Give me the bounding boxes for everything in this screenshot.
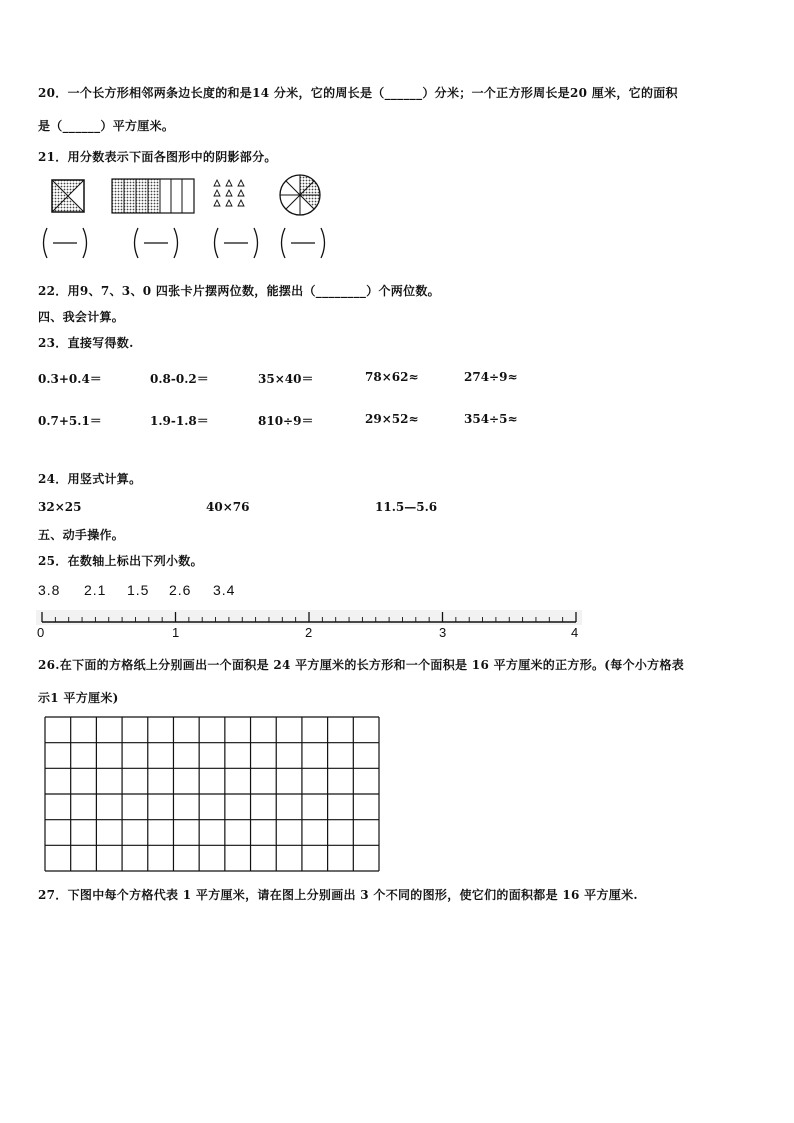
- section5-title: 五、动手操作。: [38, 528, 125, 542]
- grid-paper: [44, 716, 380, 872]
- answer-bracket-1: [40, 226, 90, 260]
- decimal-item: 2.1: [84, 582, 107, 598]
- axis-label: 3: [439, 625, 447, 640]
- decimal-item: 2.6: [169, 582, 192, 598]
- q25-title: 25．在数轴上标出下列小数。: [38, 554, 203, 568]
- decimal-item: 3.4: [213, 582, 236, 598]
- calc-item: 0.7+5.1＝: [38, 414, 102, 428]
- q26-line1: 26.在下面的方格纸上分别画出一个面积是 24 平方厘米的长方形和一个面积是 16 平方厘米的正方形。(每个小方格表: [38, 658, 685, 672]
- q22-text: 22．用9、7、3、0 四张卡片摆两位数，能摆出（________）个两位数。: [38, 284, 440, 298]
- q24-title: 24．用竖式计算。: [38, 472, 142, 486]
- vertical-calc-item: 11.5—5.6: [375, 500, 438, 514]
- q20-line2: 是（______）平方厘米。: [38, 119, 175, 133]
- decimal-item: 3.8: [38, 582, 61, 598]
- calc-item: 35×40＝: [258, 372, 314, 386]
- q26-line2: 示1 平方厘米): [38, 691, 119, 705]
- figure-square-diagonals: [51, 179, 85, 213]
- figure-circle-sectors: [278, 173, 322, 217]
- calc-item: 29×52≈: [365, 412, 419, 426]
- vertical-calc-item: 40×76: [206, 500, 250, 514]
- calc-item: 1.9-1.8＝: [150, 414, 209, 428]
- calc-item: 78×62≈: [365, 370, 419, 384]
- section4-title: 四、我会计算。: [38, 310, 125, 324]
- answer-bracket-2: [131, 226, 181, 260]
- calc-item: 354÷5≈: [464, 412, 518, 426]
- calc-item: 0.3+0.4＝: [38, 372, 102, 386]
- answer-bracket-4: [278, 226, 328, 260]
- calc-item: 810÷9＝: [258, 414, 314, 428]
- figure-strips: [111, 178, 195, 214]
- answer-bracket-3: [211, 226, 261, 260]
- q21-title: 21．用分数表示下面各图形中的阴影部分。: [38, 150, 277, 164]
- calc-item: 274÷9≈: [464, 370, 518, 384]
- q27-text: 27．下图中每个方格代表 1 平方厘米，请在图上分别画出 3 个不同的图形，使它们的面积都是 16 平方厘米.: [38, 888, 638, 902]
- q23-title: 23．直接写得数.: [38, 336, 134, 350]
- vertical-calc-item: 32×25: [38, 500, 82, 514]
- axis-label: 2: [305, 625, 313, 640]
- decimal-item: 1.5: [127, 582, 150, 598]
- figure-triangles: [213, 178, 253, 208]
- axis-label: 1: [172, 625, 180, 640]
- axis-label: 0: [37, 625, 45, 640]
- axis-label: 4: [571, 625, 579, 640]
- q20-line1: 20．一个长方形相邻两条边长度的和是14 分米，它的周长是（______）分米；一个正方形周长是20 厘米，它的面积: [38, 86, 678, 100]
- calc-item: 0.8-0.2＝: [150, 372, 209, 386]
